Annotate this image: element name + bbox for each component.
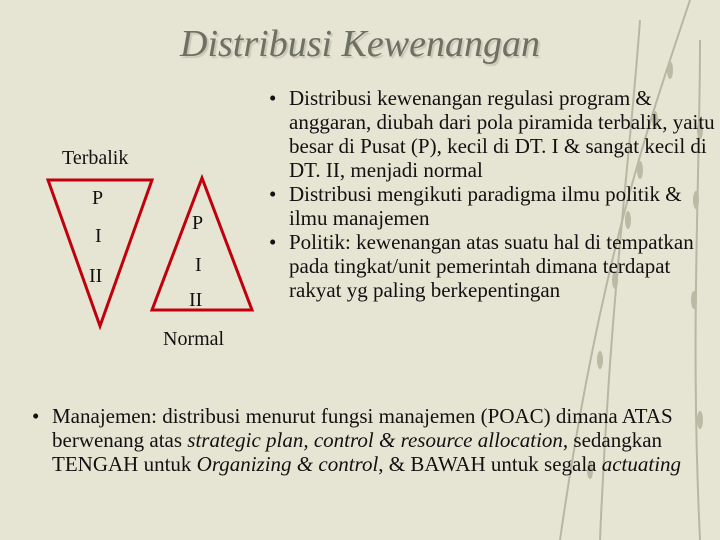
bullet-item: • Politik: kewenangan atas suatu hal di tempatkan pada tingkat/unit pemerintah dimana terdapat rakyat yg paling berkepentingan — [265, 230, 715, 302]
normal-level-i: I — [195, 254, 202, 276]
bullet-italic-text: strategic plan, control & resource allocation — [187, 428, 563, 452]
bullet-italic-text: actuating — [601, 452, 682, 476]
bullet-item: • Distribusi mengikuti paradigma ilmu politik & ilmu manajemen — [265, 182, 715, 230]
normal-level-p: P — [192, 212, 204, 234]
bullet-item: • Distribusi kewenangan regulasi program & anggaran, diubah dari pola piramida terbalik, yaitu besar di Pusat (P), kecil di DT. I & sangat kecil di DT. II, menjadi normal — [265, 86, 715, 182]
bullet-text: Manajemen: distribusi menurut fungsi manajemen (POAC) dimana ATAS berwenang atas — [52, 404, 673, 452]
normal-pyramid-label: Normal — [163, 328, 225, 350]
bullet-item-management — [28, 404, 718, 476]
bullet-italic-text: Organizing & control — [196, 452, 379, 476]
bullet-text: , sedangkan TENGAH untuk — [52, 428, 663, 476]
slide-title: Distribusi Kewenangan — [180, 23, 540, 65]
right-bullet-list — [265, 86, 715, 302]
normal-level-ii: II — [189, 289, 203, 311]
inverted-level-ii: II — [89, 265, 103, 287]
inverted-pyramid-label: Terbalik — [62, 147, 129, 169]
bullet-text: , & BAWAH untuk segala — [378, 452, 602, 476]
inverted-level-p: P — [92, 187, 104, 209]
bottom-bullet-list — [28, 404, 718, 476]
inverted-level-i: I — [95, 225, 102, 247]
